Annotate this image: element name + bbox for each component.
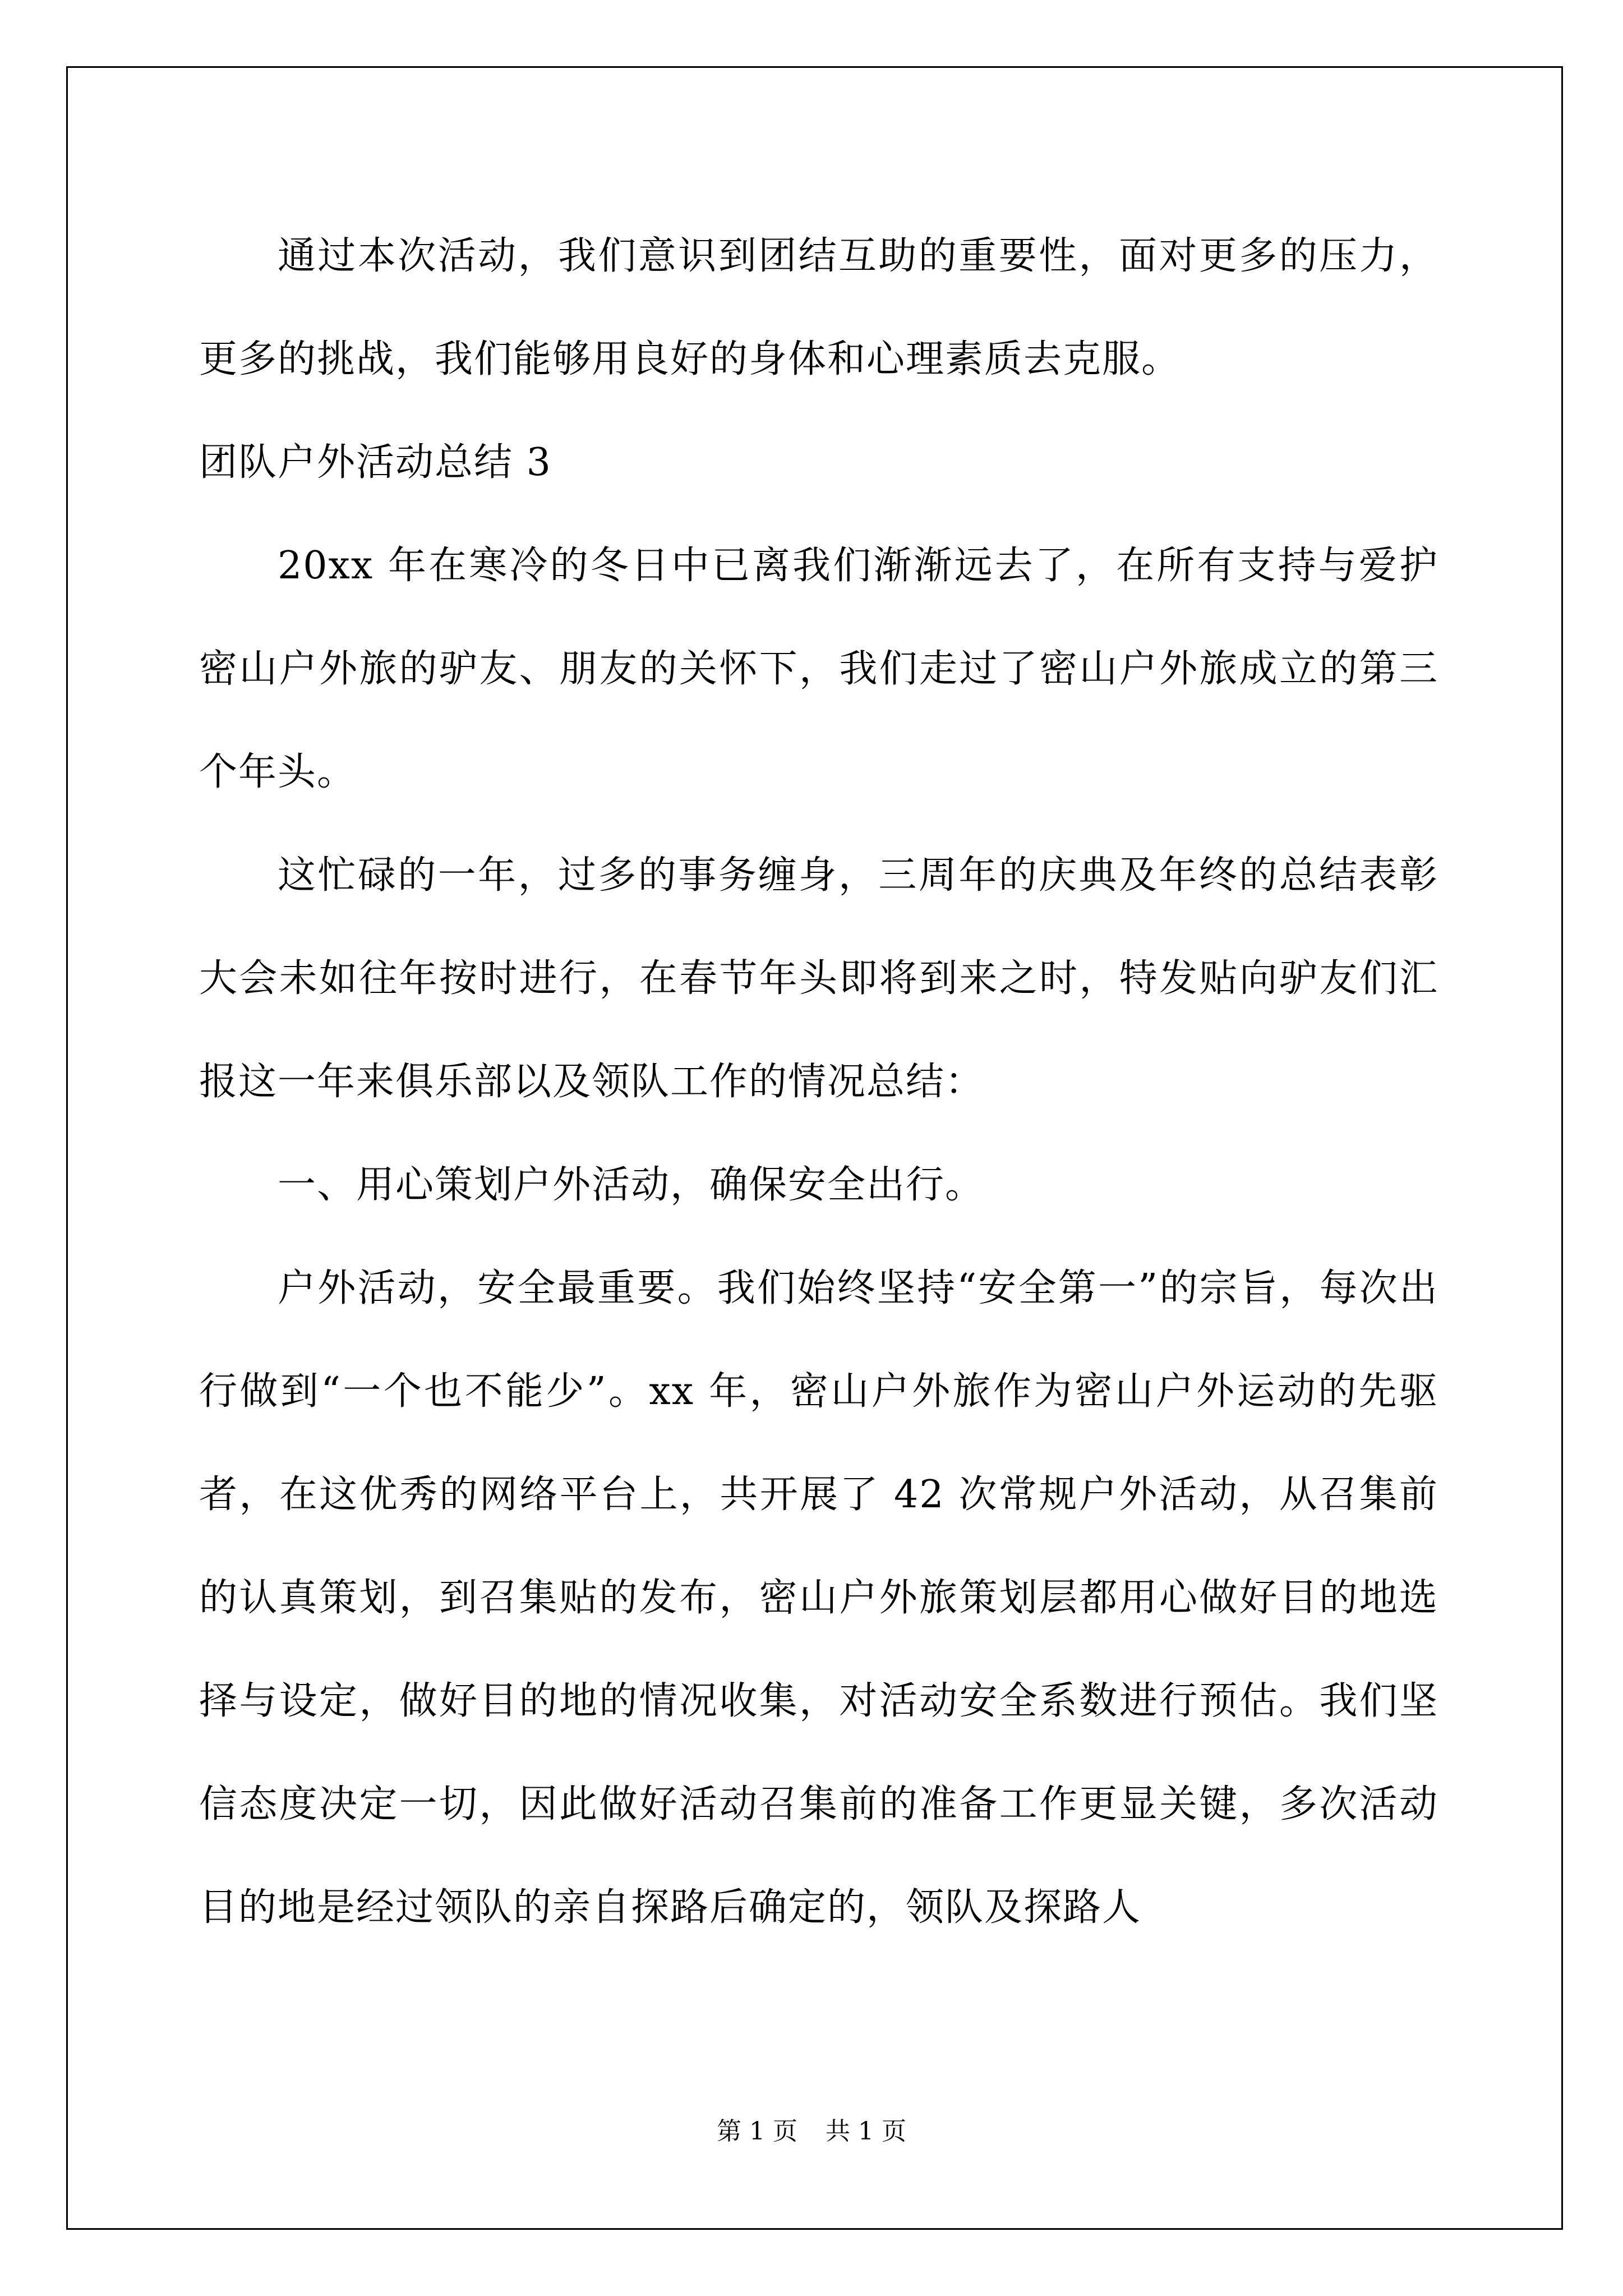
document-body — [199, 205, 1438, 1959]
subheading-planning: 一、用心策划户外活动，确保安全出行。 — [278, 1163, 985, 1207]
page-number: 第 1 页 — [717, 2117, 797, 2146]
paragraph-teamwork: 通过本次活动，我们意识到团结互助的重要性，面对更多的压力，更多的挑战，我们能够用良好的身体和心理素质去克服。 — [199, 234, 1438, 381]
page-total: 共 1 页 — [826, 2117, 906, 2146]
paragraph-intro: 20xx 年在寒冷的冬日中已离我们渐渐远去了，在所有支持与爱护密山户外旅的驴友、朋友的关怀下，我们走过了密山户外旅成立的第三个年头。 — [199, 544, 1438, 794]
section-heading: 团队户外活动总结 3 — [199, 440, 552, 485]
paragraph-busy-year: 这忙碌的一年，过多的事务缠身，三周年的庆典及年终的总结表彰大会未如往年按时进行，在春节年头即将到来之时，特发贴向驴友们汇报这一年来俱乐部以及领队工作的情况总结： — [199, 853, 1438, 1104]
paragraph-safety: 户外活动，安全最重要。我们始终坚持“安全第一”的宗旨，每次出行做到“一个也不能少”。xx 年，密山户外旅作为密山户外运动的先驱者，在这优秀的网络平台上，共开展了 42 次常规户外活动，从召集前的认真策划，到召集贴的发布，密山户外旅策划层都用心做好目的地选择与设定，做好目的地的情况收集，对活动安全系数进行预估。我们坚信态度决定一切，因此做好活动召集前的准备工作更显关键，多次活动目的地是经过领队的亲自探路后确定的，领队及探路人 — [199, 1266, 1439, 1930]
page-footer — [0, 2115, 1623, 2148]
